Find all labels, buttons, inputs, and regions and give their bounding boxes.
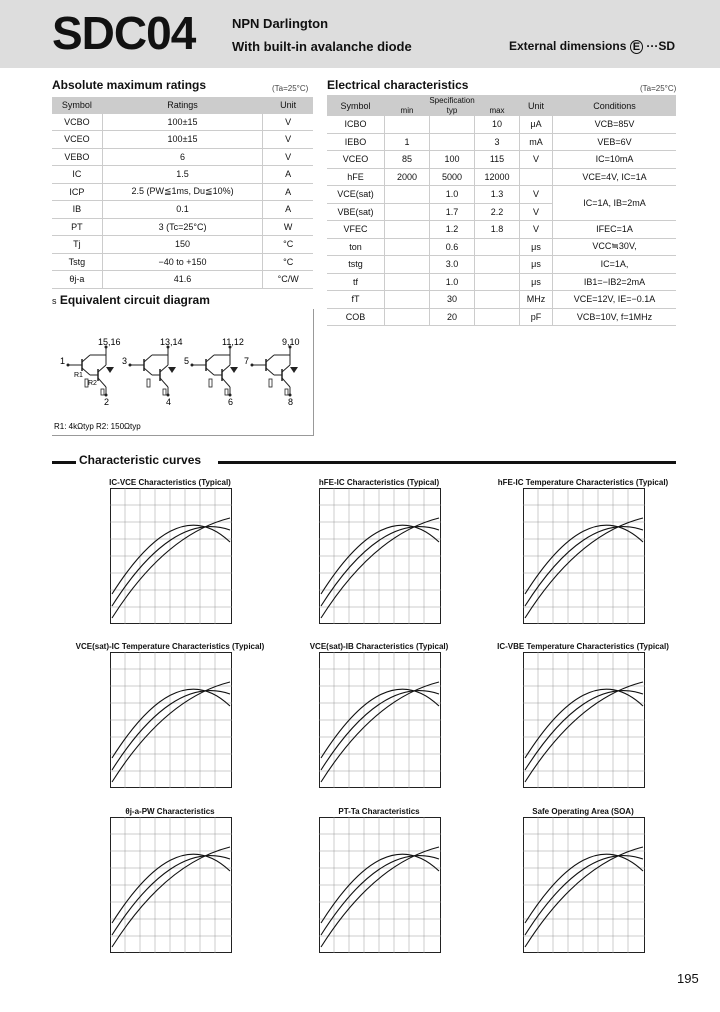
elec-max (475, 273, 520, 291)
elec-conditions: VCB=10V, f=1MHz (553, 308, 677, 326)
elec-min: 1 (385, 133, 430, 151)
elec-typ: 30 (430, 291, 475, 309)
circuit-note: R1: 4kΩtyp R2: 150Ωtyp (54, 422, 141, 431)
abs-symbol: VCBO (64, 116, 90, 127)
elec-unit: V (520, 151, 553, 169)
elec-max (475, 238, 520, 256)
elec-condition: (Ta=25°C) (640, 84, 677, 93)
elec-symbol: ton (349, 241, 362, 252)
elec-unit: mA (520, 133, 553, 151)
elec-max: 3 (475, 133, 520, 151)
elec-min: 85 (385, 151, 430, 169)
abs-rating: 1.5 (102, 166, 263, 184)
abs-max-title: Absolute maximum ratings (52, 78, 207, 92)
abs-rating: 0.1 (102, 201, 263, 219)
elec-unit: μs (520, 238, 553, 256)
curve-plot (110, 817, 232, 953)
elec-row (327, 273, 676, 291)
abs-symbol: Tj (73, 239, 81, 250)
curve-plot (110, 488, 232, 624)
pin-bottom-label: 6 (228, 397, 234, 407)
elec-min (385, 291, 430, 309)
elec-symbol: tf (352, 276, 358, 287)
curves-rule-right (218, 461, 676, 464)
elec-row (327, 291, 676, 309)
elec-symbol: VFEC (343, 224, 368, 235)
elec-max: 2.2 (475, 203, 520, 221)
elec-conditions: IFEC=1A (553, 221, 677, 239)
curve-plot (523, 652, 645, 788)
abs-row (52, 166, 313, 184)
abs-max-condition: (Ta=25°C) (272, 84, 309, 93)
abs-unit: A (263, 201, 313, 219)
abs-row (52, 148, 313, 166)
curves-title: Characteristic curves (79, 453, 202, 467)
abs-unit: °C/W (263, 271, 313, 289)
darlington-stage (184, 337, 244, 407)
elec-symbol: VCE(sat) (337, 189, 374, 200)
device-feature: With built-in avalanche diode (232, 39, 412, 54)
col-ratings: Ratings (102, 97, 263, 114)
pin-top-label: 15,16 (98, 337, 121, 347)
part-number: SDC04 (52, 7, 196, 59)
circuit-diagram (52, 309, 313, 435)
abs-unit: °C (263, 236, 313, 254)
curve-title: hFE-IC Characteristics (Typical) (318, 478, 440, 487)
abs-symbol: VCEO (64, 134, 90, 145)
elec-table (327, 95, 676, 326)
elec-conditions: VCE=12V, IE=−0.1A (553, 291, 677, 309)
abs-symbol: θj-a (69, 274, 85, 285)
abs-rating: 100±15 (102, 114, 263, 131)
abs-row (52, 253, 313, 271)
curve-title: VCE(sat)-IB Characteristics (Typical) (309, 642, 449, 651)
abs-rating: 150 (102, 236, 263, 254)
col-unit: Unit (263, 97, 313, 114)
elec-typ: 1.0 (430, 186, 475, 204)
col-unit: Unit (520, 95, 553, 116)
abs-unit: A (263, 166, 313, 184)
pin-left-label: 1 (60, 356, 66, 366)
elec-symbol: COB (345, 311, 366, 322)
elec-min (385, 203, 430, 221)
external-dimensions (509, 39, 675, 53)
external-dimensions-label: External dimensions (509, 39, 627, 53)
curve-plot (319, 652, 441, 788)
elec-conditions: VCB=85V (553, 116, 677, 133)
curve-title: hFE-IC Temperature Characteristics (Typical) (497, 478, 669, 487)
elec-row (327, 186, 676, 204)
r2-label: R2 (88, 380, 97, 387)
elec-title: Electrical characteristics (327, 78, 469, 92)
elec-conditions: IC=1A, IB=2mA (553, 186, 677, 221)
abs-rating: 3 (Tc=25°C) (102, 218, 263, 236)
darlington-stage (244, 337, 300, 407)
col-typ: typ (430, 105, 475, 116)
curve-title: IC-VCE Characteristics (Typical) (109, 478, 231, 487)
dim-suffix: ···SD (646, 39, 676, 53)
elec-conditions: VCC≒30V, (553, 238, 677, 256)
abs-row (52, 236, 313, 254)
elec-max (475, 308, 520, 326)
elec-unit: pF (520, 308, 553, 326)
pin-bottom-label: 4 (166, 397, 172, 407)
elec-min (385, 238, 430, 256)
elec-max: 12000 (475, 168, 520, 186)
elec-row (327, 133, 676, 151)
elec-max: 1.8 (475, 221, 520, 239)
elec-symbol: tstg (348, 259, 363, 270)
elec-typ: 20 (430, 308, 475, 326)
darlington-stage (122, 337, 183, 407)
elec-max: 1.3 (475, 186, 520, 204)
elec-row (327, 168, 676, 186)
elec-unit: μs (520, 256, 553, 274)
abs-row (52, 183, 313, 201)
abs-rating: 2.5 (PW≦1ms, Du≦10%) (102, 183, 263, 201)
curve-plot (523, 817, 645, 953)
r1-label: R1 (74, 372, 83, 379)
pin-top-label: 9,10 (282, 337, 300, 347)
elec-typ: 1.7 (430, 203, 475, 221)
pin-left-label: 7 (244, 356, 250, 366)
pin-bottom-label: 2 (104, 397, 110, 407)
abs-unit: V (263, 148, 313, 166)
elec-conditions: IC=1A, (553, 256, 677, 274)
elec-min (385, 221, 430, 239)
elec-typ (430, 116, 475, 133)
elec-unit: V (520, 203, 553, 221)
col-conditions: Conditions (553, 95, 677, 116)
elec-min (385, 186, 430, 204)
curve-title: VCE(sat)-IC Temperature Characteristics (Typical) (75, 642, 265, 651)
abs-rating: 41.6 (102, 271, 263, 289)
abs-symbol: ICP (69, 186, 85, 197)
device-type: NPN Darlington (232, 16, 329, 31)
elec-typ: 3.0 (430, 256, 475, 274)
elec-typ (430, 133, 475, 151)
elec-row (327, 256, 676, 274)
elec-conditions: VEB=6V (553, 133, 677, 151)
elec-typ: 100 (430, 151, 475, 169)
abs-rating: 100±15 (102, 131, 263, 149)
elec-unit: V (520, 186, 553, 204)
curve-title: θj-a-PW Characteristics (125, 807, 215, 816)
pin-left-label: 3 (122, 356, 128, 366)
abs-max-body (52, 114, 313, 289)
elec-row (327, 151, 676, 169)
pin-top-label: 13,14 (160, 337, 183, 347)
elec-typ: 1.2 (430, 221, 475, 239)
elec-min (385, 256, 430, 274)
col-specification: Specification (385, 95, 520, 105)
abs-row (52, 218, 313, 236)
abs-symbol: Tstg (68, 256, 86, 267)
elec-symbol: fT (351, 294, 360, 305)
abs-row (52, 114, 313, 131)
elec-unit: μA (520, 116, 553, 133)
pin-top-label: 11,12 (222, 337, 244, 347)
abs-unit: °C (263, 253, 313, 271)
curves-rule-left (52, 461, 76, 464)
abs-row (52, 201, 313, 219)
dim-code: E (630, 40, 643, 54)
elec-row (327, 221, 676, 239)
col-max: max (475, 105, 520, 116)
elec-unit: μs (520, 273, 553, 291)
elec-unit: MHz (520, 291, 553, 309)
circuit-title-text: Equivalent circuit diagram (59, 293, 210, 307)
elec-min: 2000 (385, 168, 430, 186)
col-symbol: Symbol (327, 95, 385, 116)
elec-unit: V (520, 221, 553, 239)
abs-symbol: IB (72, 204, 82, 215)
elec-conditions: VCE=4V, IC=1A (553, 168, 677, 186)
elec-min (385, 273, 430, 291)
elec-max (475, 291, 520, 309)
elec-conditions: IB1=−IB2=2mA (553, 273, 677, 291)
abs-symbol: VEBO (64, 151, 90, 162)
curve-title: IC-VBE Temperature Characteristics (Typical) (497, 642, 669, 651)
curve-title: PT-Ta Characteristics (338, 807, 420, 816)
abs-rating: 6 (102, 148, 263, 166)
circuit-box (52, 309, 314, 436)
curve-title: Safe Operating Area (SOA) (532, 807, 634, 816)
pin-bottom-label: 8 (288, 397, 294, 407)
page-number: 195 (677, 971, 699, 986)
circuit-title (52, 293, 210, 307)
curve-plot (319, 817, 441, 953)
darlington-stage (60, 337, 121, 407)
elec-symbol: ICBO (344, 119, 367, 130)
elec-typ: 0.6 (430, 238, 475, 256)
abs-unit: A (263, 183, 313, 201)
elec-row (327, 116, 676, 133)
elec-typ: 1.0 (430, 273, 475, 291)
curve-plot (319, 488, 441, 624)
elec-min (385, 308, 430, 326)
elec-row (327, 308, 676, 326)
abs-symbol: PT (71, 221, 83, 232)
abs-unit: W (263, 218, 313, 236)
curve-plot (110, 652, 232, 788)
elec-conditions: IC=10mA (553, 151, 677, 169)
elec-symbol: VCEO (342, 154, 369, 165)
elec-body (327, 116, 676, 326)
elec-max: 10 (475, 116, 520, 133)
abs-row (52, 131, 313, 149)
abs-symbol: IC (72, 169, 82, 180)
elec-symbol: hFE (347, 171, 364, 182)
elec-min (385, 116, 430, 133)
col-min: min (385, 105, 430, 116)
elec-row (327, 238, 676, 256)
abs-row (52, 271, 313, 289)
elec-max: 115 (475, 151, 520, 169)
elec-symbol: VBE(sat) (337, 206, 374, 217)
col-symbol: Symbol (52, 97, 102, 114)
circuit-marker: s (52, 296, 57, 306)
abs-unit: V (263, 114, 313, 131)
elec-unit (520, 168, 553, 186)
elec-typ: 5000 (430, 168, 475, 186)
pin-left-label: 5 (184, 356, 190, 366)
abs-rating: −40 to +150 (102, 253, 263, 271)
curve-plot (523, 488, 645, 624)
abs-max-table (52, 97, 313, 289)
abs-unit: V (263, 131, 313, 149)
elec-max (475, 256, 520, 274)
elec-symbol: IEBO (344, 136, 367, 147)
